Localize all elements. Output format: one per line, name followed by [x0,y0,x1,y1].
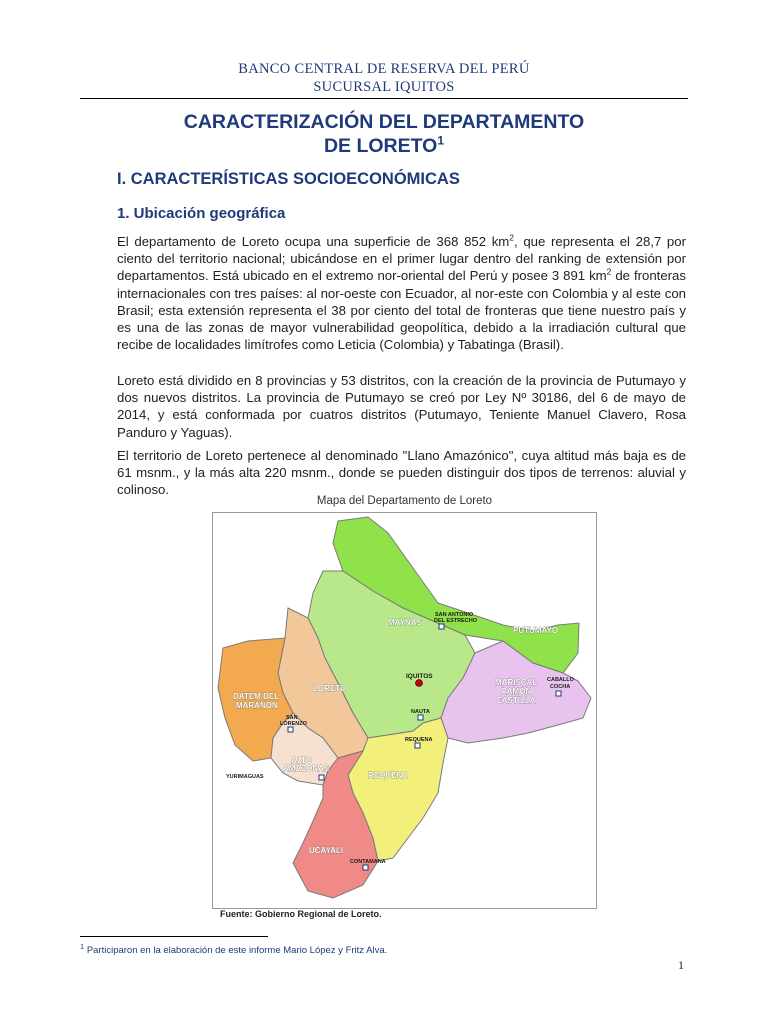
header-branch: SUCURSAL IQUITOS [313,79,455,95]
label-san-antonio-2: DEL ESTRECHO [434,618,477,624]
section-heading: I. CARACTERÍSTICAS SOCIOECONÓMICAS [117,170,460,188]
label-datem-2: MARAÑON [236,701,278,710]
document-title-line2 [80,134,688,158]
page-number: 1 [678,958,684,972]
title-text: DE LORETO [323,135,438,157]
town-marker-san-lorenzo [288,727,293,732]
label-ucayali: UCAYALI [309,846,344,855]
label-putumayo: PUTUMAYO [513,626,559,635]
paragraph-text: , que representa el 28,7 por ciento del territorio nacional; ubicándose en el primer lugar dentro del ranking de extensión por departamentos. Está ubicado en el extremo nor-oriental del Perú y posee 3 891 km [117,234,686,284]
superscript: 2 [509,232,515,243]
paragraph-text: de fronteras internacionales con tres países: al nor-oeste con Ecuador, al nor-este con Colombia y al este con Brasil; esta extensión representa el 38 por ciento del total de fronteras que tiene nuestro país y es una de las zonas de mayor vulnerabilidad geopolítica, debido a la irradiación cultural que recibe de localidades limítrofes como Leticia (Colombia) y Tabatinga (Brasil). [117,268,686,353]
label-san-lorenzo-2: LORENZO [280,721,307,727]
label-caballo-2: COCHA [550,684,571,690]
town-marker-caballo-cocha [556,691,561,696]
subsection-heading: 1. Ubicación geográfica [117,205,286,222]
label-san-antonio-1: SAN ANTONIO [435,612,474,618]
label-mariscal-1: MARISCAL [495,678,538,687]
label-iquitos: IQUITOS [406,673,433,680]
label-alto-2: AMAZONAS [283,764,330,773]
town-marker-contamana [363,865,368,870]
label-mariscal-3: CASTILLA [496,696,536,705]
label-san-lorenzo-1: SAN [286,715,298,721]
paragraph-text: El departamento de Loreto ocupa una superficie de 368 852 km [117,234,510,249]
header-divider [80,98,688,99]
label-alto-1: ALTO [291,756,313,765]
footnote-text: Participaron en la elaboración de este informe Mario López y Fritz Alva. [86,945,388,957]
paragraph-provinces: Loreto está dividido en 8 provincias y 53 distritos, con la creación de la provincia de Putumayo y dos nuevos distritos. La provincia de Putumayo se creó por Ley Nº 30186, del 6 de mayo de 2014, y está conformada por cuatros distritos (Putumayo, Teniente Manuel Clavero, Rosa Panduro y Yaguas). [117,373,686,440]
town-marker-san-antonio [439,624,444,629]
label-nauta: NAUTA [411,709,430,715]
label-yurimaguas: YURIMAGUAS [226,774,264,780]
label-requena-town: REQUENA [405,737,433,743]
label-loreto: LORETO [313,684,347,693]
label-mariscal-2: RAMÓN [501,687,532,696]
town-marker-requena [415,743,420,748]
map-title: Mapa del Departamento de Loreto [316,495,493,507]
title-footnote-mark[interactable]: 1 [437,133,445,148]
paragraph-territory: El territorio de Loreto pertenece al denominado "Llano Amazónico", cuya altitud más baja es de 61 msnm., y la más alta 220 msnm., donde se pueden distinguir dos tipos de terrenos: aluvial y colinoso. [117,448,686,498]
document-title-line1: CARACTERIZACIÓN DEL DEPARTAMENTO [183,111,585,133]
map-figure [212,512,597,909]
footnote-divider [80,936,268,937]
loreto-map [213,513,596,908]
town-marker-nauta [418,715,423,720]
footnote-mark: 1 [80,942,85,951]
town-marker-yurimaguas [319,775,324,780]
superscript: 2 [606,267,612,278]
capital-marker-iquitos [416,680,423,687]
label-caballo-1: CABALLO [547,677,574,683]
paragraph-location [117,233,686,353]
map-source: Fuente: Gobierno Regional de Loreto. [220,909,382,919]
label-requena: REQUENA [368,771,409,780]
label-datem-1: DATEM DEL [233,692,280,701]
footnote [80,942,387,956]
label-contamana: CONTAMANA [350,859,386,865]
label-maynas: MAYNAS [388,618,422,627]
header-institution: BANCO CENTRAL DE RESERVA DEL PERÚ [238,61,530,77]
